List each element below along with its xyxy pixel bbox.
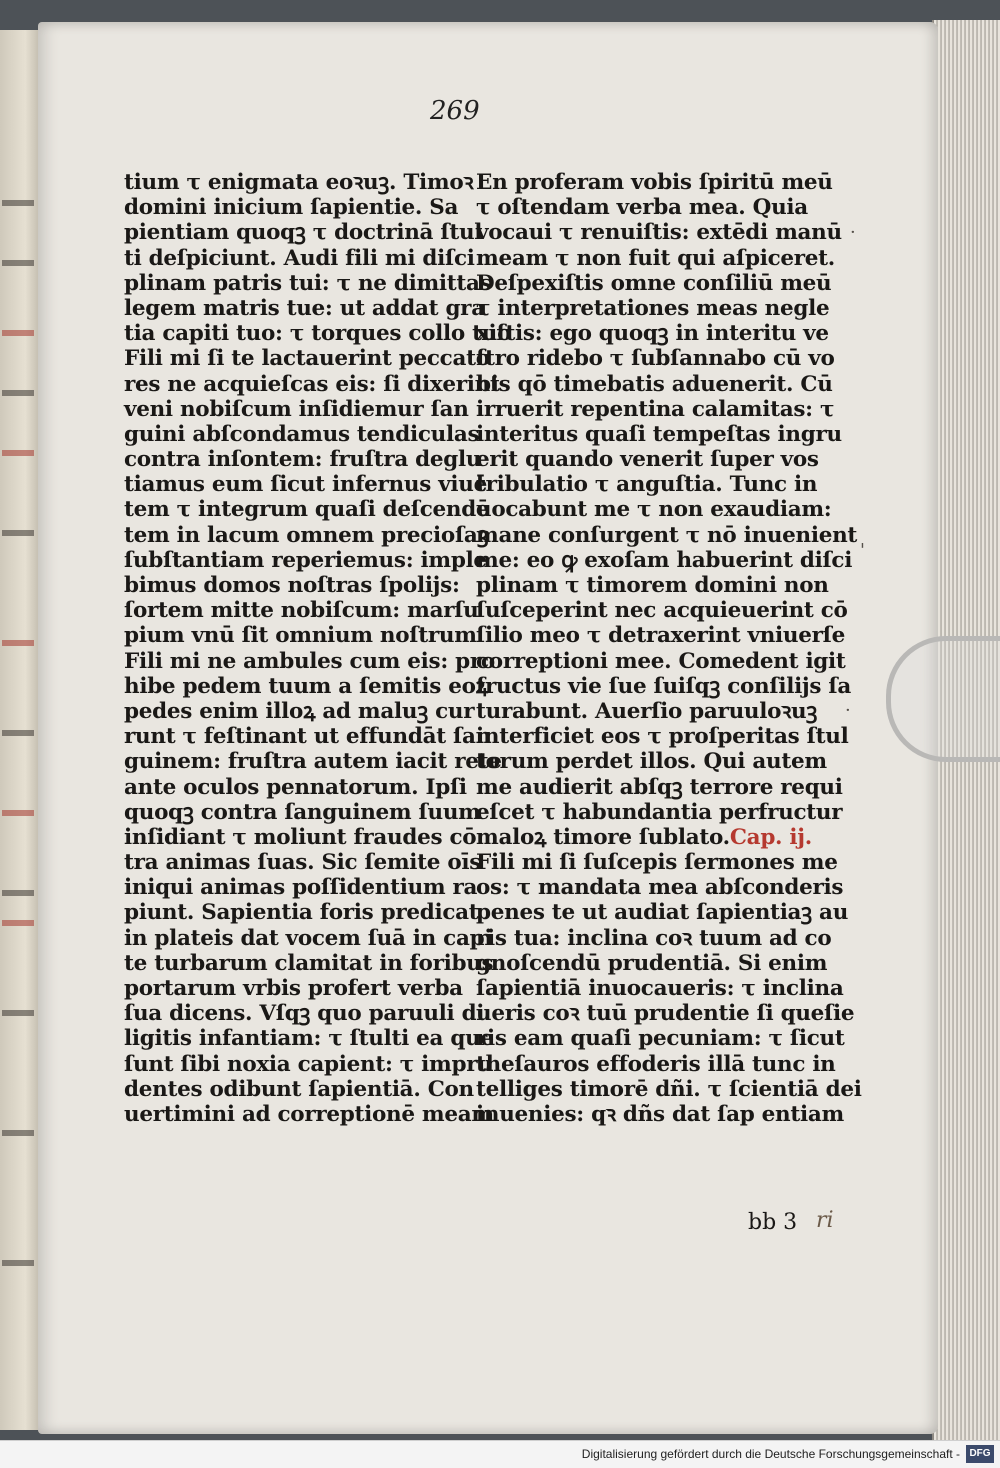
text-line xyxy=(124,270,492,296)
text-line-content: iniqui animas poſſidentium ra xyxy=(124,875,478,901)
text-line xyxy=(124,447,482,473)
text-line-content: ueris coꝛ tuū prudentie ſi queſie xyxy=(476,1001,855,1027)
text-line xyxy=(124,1026,494,1052)
text-line-content: ante oculos pennatorum. Ipſi xyxy=(124,774,467,800)
text-line xyxy=(476,1101,844,1127)
text-line-content: os: τ mandata mea abſconderis xyxy=(476,875,844,901)
text-line-content: ſortem mitte nobiſcum: marſu xyxy=(124,598,479,624)
text-line xyxy=(476,270,832,296)
text-line-content: tiamus eum ſicut infernus viuē xyxy=(124,472,487,498)
text-line xyxy=(124,497,490,523)
footer-bar xyxy=(0,1440,1000,1468)
text-line xyxy=(476,1051,836,1077)
text-line-content: mane conſurgent τ nō inuenient xyxy=(476,522,858,548)
text-line-content: tribulatio τ anguſtia. Tunc in xyxy=(476,472,818,498)
text-line-content: tia capiti tuo: τ torques collo tuo xyxy=(124,321,512,347)
text-line xyxy=(476,850,838,876)
text-line-content: vocaui τ renuiſtis: extēdi manū xyxy=(476,220,842,246)
text-line xyxy=(124,724,491,750)
text-line xyxy=(124,850,482,876)
text-line xyxy=(124,1001,485,1027)
text-line-content: meam τ non fuit qui aſpiceret. xyxy=(476,245,835,271)
text-line-content: Deſpexiſtis omne conſiliū meū xyxy=(476,270,832,296)
text-line-content: tium τ enigmata eoꝛuꝫ. Timoꝛ xyxy=(124,170,474,195)
handwritten-note: ri xyxy=(816,1208,834,1233)
text-line-content: telliges timorē dñi. τ ſcientiā dei xyxy=(476,1076,862,1102)
text-line xyxy=(124,900,479,926)
text-line-content: Fili mi ſi te lactauerint peccato xyxy=(124,346,490,372)
text-line-content: quoqꝫ contra ſanguinem ſuum xyxy=(124,799,481,825)
text-line-content: theſauros effoderis illā tunc in xyxy=(476,1051,836,1077)
text-line xyxy=(124,749,502,775)
text-line-content: te turbarum clamitat in foribus xyxy=(124,950,494,976)
text-line xyxy=(476,421,842,447)
text-line-content: penes te ut audiat ſapientiaꝫ au xyxy=(476,900,849,926)
text-line-content: interficiet eos τ proſperitas ſtul xyxy=(476,724,849,750)
text-line xyxy=(476,875,844,901)
text-line xyxy=(124,396,469,422)
text-line-content: tra animas ſuas. Sic ſemite oīs xyxy=(124,850,482,876)
text-line xyxy=(476,371,833,397)
text-line xyxy=(476,598,848,624)
text-line xyxy=(124,698,475,724)
text-line-content: res ne acquieſcas eis: ſi dixerint xyxy=(124,371,500,397)
text-line-content: τ oſtendam verba mea. Quia xyxy=(476,195,808,221)
text-line xyxy=(124,220,483,246)
text-line xyxy=(124,623,477,649)
page-clip xyxy=(886,636,1000,762)
text-line-content: bimus domos noſtras ſpolijs: xyxy=(124,573,460,598)
signature-mark: bb 3 xyxy=(748,1210,798,1235)
text-line xyxy=(124,598,479,624)
text-line-content: ris eam quaſi pecuniam: τ ſicut xyxy=(476,1026,845,1052)
text-line xyxy=(476,497,832,523)
text-line xyxy=(476,522,858,548)
text-line-content: me audierit abſqꝫ terrore requi xyxy=(476,774,843,800)
text-line-content: runt τ feſtinant ut effundāt ſan xyxy=(124,724,491,750)
text-line xyxy=(124,799,481,825)
text-line-content: portarum vrbis profert verba xyxy=(124,976,463,1001)
text-line-content: domini inicium ſapientie. Sa xyxy=(124,195,459,221)
text-line xyxy=(124,1101,494,1127)
text-line xyxy=(476,724,849,750)
text-line xyxy=(476,749,827,775)
text-line xyxy=(476,396,835,422)
text-line xyxy=(476,245,835,271)
text-line-content: veni nobiſcum inſidiemur ſan xyxy=(124,396,469,422)
text-line-content: hibe pedem tuum a ſemitis eoꝝ xyxy=(124,673,488,699)
text-line xyxy=(124,522,489,548)
margin-speck: · xyxy=(850,222,856,243)
text-line-content: erit quando venerit ſuper vos xyxy=(476,447,819,473)
text-line-content: piunt. Sapientia foris predicat xyxy=(124,900,479,926)
text-line-content: pium vnū ſit omnium noſtrum xyxy=(124,623,477,649)
text-line-content: ligitis infantiam: τ ſtulti ea que xyxy=(124,1026,494,1052)
text-line xyxy=(476,623,845,649)
text-line-content: ſuſceperint nec acquieuerint cō xyxy=(476,598,848,624)
text-line xyxy=(476,547,853,573)
text-line-content: xiſtis: ego quoqꝫ in interitu ve xyxy=(476,321,829,347)
text-line xyxy=(124,673,488,699)
text-line-content: maloꝝ timore ſublato. xyxy=(476,824,730,850)
text-line xyxy=(124,195,460,220)
text-line xyxy=(124,321,512,347)
text-line-content: bis qō timebatis aduenerit. Cū xyxy=(476,371,833,397)
text-line-content: uocabunt me τ non exaudiam: xyxy=(476,497,832,523)
text-line xyxy=(476,648,846,674)
text-line-content: legem matris tue: ut addat gra xyxy=(124,295,485,321)
text-line xyxy=(476,698,818,724)
text-line xyxy=(124,824,477,850)
text-line xyxy=(476,925,832,951)
text-line xyxy=(124,346,490,372)
text-line-content: Fili mi ſi ſuſcepis ſermones me xyxy=(476,850,838,876)
text-line-content: ſilio meo τ detraxerint vniuerſe xyxy=(476,623,845,649)
text-line-content: tem in lacum omnem precioſaꝫ xyxy=(124,522,489,548)
dfg-logo: DFG xyxy=(966,1445,994,1463)
text-line xyxy=(124,648,495,674)
text-line-content: tem τ integrum quaſi deſcendē xyxy=(124,497,490,523)
text-column-right xyxy=(476,170,862,1127)
text-line-content: En proferam vobis ſpiritū meū xyxy=(476,170,833,195)
text-line-content: plinam τ timorem domini non xyxy=(476,573,829,598)
text-line xyxy=(124,170,474,195)
text-line xyxy=(476,673,851,699)
text-line xyxy=(124,976,463,1001)
text-line xyxy=(124,1051,493,1077)
text-line xyxy=(476,170,833,195)
text-line xyxy=(476,346,835,372)
text-line-content: ſtro ridebo τ ſubſannabo cū vo xyxy=(476,346,835,372)
text-line xyxy=(476,900,849,926)
text-line xyxy=(124,245,475,271)
chapter-rubric: Cap. ij. xyxy=(729,824,812,850)
text-line-content: ſapientiā inuocaueris: τ inclina xyxy=(476,976,844,1001)
text-line-content: τ interpretationes meas negle xyxy=(476,295,830,321)
text-line xyxy=(476,950,828,976)
text-line-content: pientiam quoqꝫ τ doctrinā ſtul xyxy=(124,220,483,246)
text-line-content: pedes enim illoꝝ ad maluꝫ cur xyxy=(124,698,475,724)
text-line-content: me: eo ꝙ exoſam habuerint diſci xyxy=(476,547,853,573)
text-line xyxy=(476,447,819,473)
text-line-content: inſidiant τ moliunt fraudes cō xyxy=(124,824,477,850)
text-line xyxy=(476,195,806,220)
text-line xyxy=(476,774,843,800)
text-line xyxy=(476,472,818,498)
text-line-content: fructus vie ſue ſuiſqꝫ conſilijs ſa xyxy=(476,673,851,699)
text-line-content: in plateis dat vocem ſuā in capi xyxy=(124,925,493,951)
page-number: 269 xyxy=(430,96,480,126)
text-line xyxy=(476,799,843,825)
text-line-content: correptioni mee. Comedent igit xyxy=(476,648,846,674)
text-line-content: dentes odibunt ſapientiā. Con xyxy=(124,1076,474,1102)
text-line xyxy=(124,925,493,951)
footer-credit: Digitalisierung gefördert durch die Deutsche Forschungsgemeinschaft - xyxy=(581,1447,960,1461)
text-line xyxy=(476,976,844,1001)
text-line-content: turabunt. Auerſio paruuloꝛuꝫ xyxy=(476,698,818,724)
text-line xyxy=(124,472,487,498)
text-line-content: ſubſtantiam reperiemus: imple xyxy=(124,547,487,573)
text-line-content: ſua dicens. Vſqꝫ quo paruuli di xyxy=(124,1001,485,1027)
text-line xyxy=(476,1076,862,1102)
text-line xyxy=(124,774,467,800)
text-line xyxy=(476,321,829,347)
margin-speck: · xyxy=(845,700,851,721)
text-line-content: ſunt ſibi noxia capient: τ impru xyxy=(124,1051,493,1077)
text-line xyxy=(124,950,494,976)
text-line-content: eſcet τ habundantia perfructur xyxy=(476,799,843,825)
text-line xyxy=(124,295,485,321)
text-column-left xyxy=(124,170,512,1127)
text-line-content: uertimini ad correptionē meam xyxy=(124,1101,494,1127)
text-line-content: guini abſcondamus tendiculas xyxy=(124,421,480,447)
text-line-content: ti deſpiciunt. Audi fili mi diſci xyxy=(124,245,475,271)
text-line xyxy=(124,371,500,397)
text-line xyxy=(124,573,460,598)
text-line xyxy=(476,573,829,598)
text-line-content: plinam patris tui: τ ne dimittas xyxy=(124,270,492,296)
text-line-content: torum perdet illos. Qui autem xyxy=(476,749,827,775)
text-line xyxy=(124,875,478,901)
text-line-content: inuenies: qꝛ dñs dat ſap entiam xyxy=(476,1101,844,1127)
margin-speck: ' xyxy=(860,540,865,561)
text-line xyxy=(476,824,812,850)
text-line xyxy=(124,547,487,573)
text-line-content: irruerit repentina calamitas: τ xyxy=(476,396,835,422)
text-line xyxy=(124,421,480,447)
text-line-content: ris tua: inclina coꝛ tuum ad co xyxy=(476,925,832,951)
text-line-content: gnoſcendū prudentiā. Si enim xyxy=(476,950,828,976)
text-line xyxy=(476,1026,845,1052)
text-line xyxy=(476,1001,855,1027)
text-line xyxy=(476,220,842,246)
text-line-content: Fili mi ne ambules cum eis: pro xyxy=(124,648,495,674)
text-line xyxy=(476,295,830,321)
text-line-content: guinem: fruſtra autem iacit rete xyxy=(124,749,502,775)
text-line xyxy=(124,1076,474,1102)
text-line-content: contra inſontem: fruſtra deglu xyxy=(124,447,482,473)
text-line-content: interitus quaſi tempeſtas ingru xyxy=(476,421,842,447)
